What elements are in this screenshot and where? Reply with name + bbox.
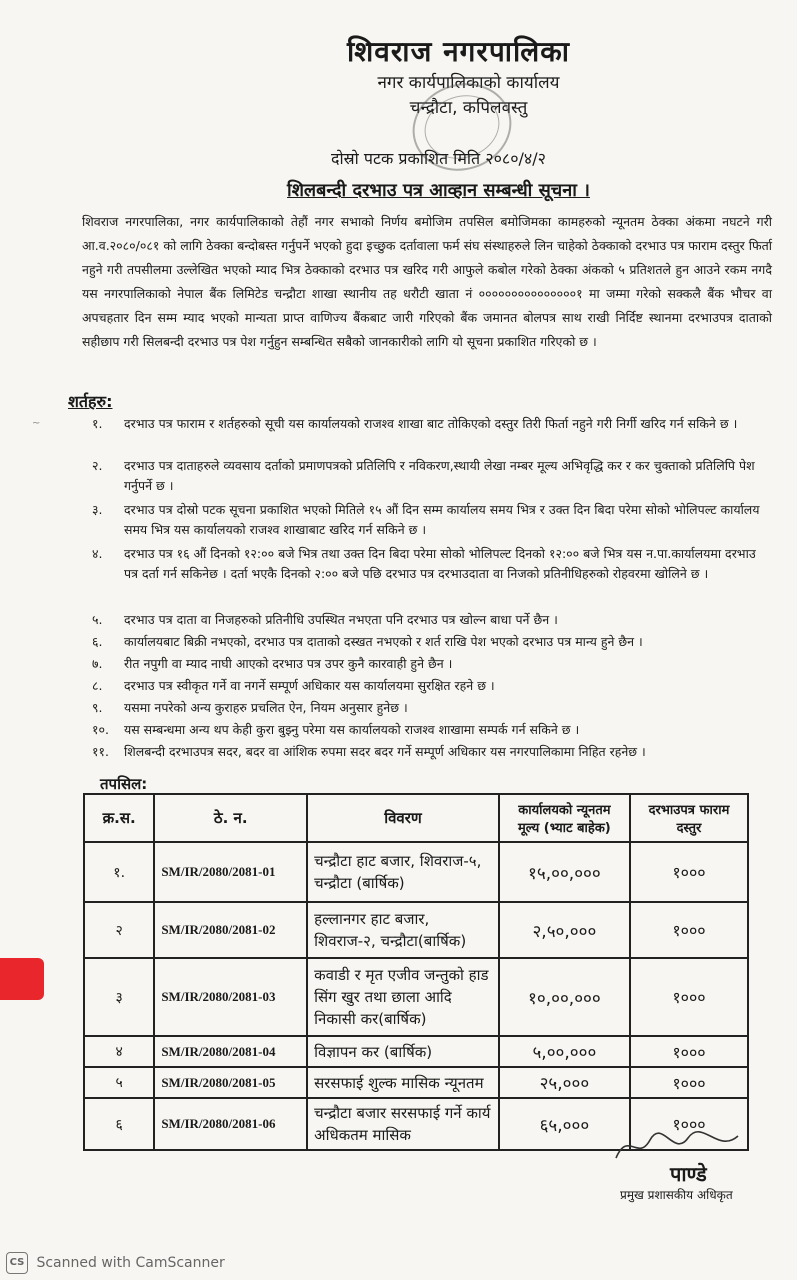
- header-contract-no: ठे. न.: [154, 794, 307, 842]
- cell-form-fee: १०००: [630, 1098, 748, 1150]
- table-row: [84, 1067, 748, 1098]
- cell-contract-no: SM/IR/2080/2081-01: [154, 842, 307, 902]
- condition-text: यसमा नपरेको अन्य कुराहरु प्रचलित ऐन, नियम अनुसार हुनेछ ।: [124, 700, 408, 715]
- cell-minimum-price: ६५,०००: [499, 1098, 630, 1150]
- condition-number: ५.: [92, 612, 103, 627]
- table-row: [84, 1036, 748, 1067]
- table-row: [84, 958, 748, 1036]
- cell-contract-no: SM/IR/2080/2081-05: [154, 1067, 307, 1098]
- cell-minimum-price: २,५०,०००: [499, 902, 630, 958]
- condition-number: १.: [92, 416, 103, 431]
- condition-text: दरभाउ पत्र स्वीकृत गर्ने वा नगर्ने सम्पूर्ण अधिकार यस कार्यालयमा सुरक्षित रहने छ ।: [124, 678, 495, 693]
- cell-minimum-price: ५,००,०००: [499, 1036, 630, 1067]
- condition-text: दरभाउ पत्र १६ औं दिनको १२:०० बजे भित्र तथा उक्त दिन बिदा परेमा सोको भोलिपल्ट दिनको १२:०० बजे भित्र यस न.पा.कार्यालयमा दरभाउ पत्र दर्ता गर्न सकिनेछ । दर्ता भएकै दिनको २:०० बजे पछि दरभाउ पत्र दरभाउदाता वा निजको प्रतिनीधिहरुको रोहवरमा खोलिने छ ।: [124, 546, 756, 581]
- header-minimum-price: कार्यालयको न्यूनतम मूल्य (भ्याट बाहेक): [499, 794, 630, 842]
- condition-number: ३.: [92, 502, 103, 517]
- office-name: नगर कार्यपालिकाको कार्यालय: [377, 73, 560, 93]
- cell-serial: १.: [84, 842, 154, 902]
- cell-form-fee: १०००: [630, 1036, 748, 1067]
- cell-serial: २: [84, 902, 154, 958]
- condition-text: कार्यालयबाट बिक्री नभएको, दरभाउ पत्र दाताको दस्खत नभएको र शर्त राखि पेश भएको दरभाउ पत्र मान्य हुने छैन ।: [124, 634, 643, 649]
- signature-block: [600, 1128, 770, 1208]
- condition-text: रीत नपुगी वा म्याद नाघी आएको दरभाउ पत्र उपर कुनै कारवाही हुने छैन ।: [124, 656, 453, 671]
- condition-item: [92, 500, 772, 540]
- municipality-title: शिवराज नगरपालिका: [347, 35, 570, 68]
- cell-serial: ६: [84, 1098, 154, 1150]
- cell-contract-no: SM/IR/2080/2081-06: [154, 1098, 307, 1150]
- condition-item: [92, 456, 772, 496]
- cell-description: कवाडी र मृत एजीव जन्तुको हाड सिंग खुर तथा छाला आदि निकासी कर(बार्षिक): [307, 958, 499, 1036]
- cell-serial: ४: [84, 1036, 154, 1067]
- condition-number: ९.: [92, 700, 103, 715]
- condition-text: दरभाउ पत्र दाताहरुले व्यवसाय दर्ताको प्रमाणपत्रको प्रतिलिपि र नविकरण,स्थायी लेखा नम्बर मूल्य अभिवृद्धि कर र कर चुक्ताको प्रतिलिपि पेश गर्नुपर्ने छ ।: [124, 458, 755, 493]
- signatory-name: पाण्डे: [670, 1162, 707, 1186]
- notice-title: शिलबन्दी दरभाउ पत्र आव्हान सम्बन्धी सूचना ।: [287, 180, 590, 201]
- condition-text: दरभाउ पत्र फाराम र शर्तहरुको सूची यस कार्यालयको राजश्व शाखा बाट तोकिएको दस्तुर तिरी फिर्ता नहुने गरी निर्गी खरिद गर्न सकिने छ ।: [124, 416, 738, 431]
- cell-form-fee: १०००: [630, 842, 748, 902]
- cell-description: हल्लानगर हाट बजार, शिवराज-२, चन्द्रौटा(बार्षिक): [307, 902, 499, 958]
- condition-number: ४.: [92, 546, 103, 561]
- office-address: चन्द्रौटा, कपिलवस्तु: [409, 98, 528, 118]
- condition-item: [92, 544, 772, 606]
- condition-text: दरभाउ पत्र दोस्रो पटक सूचना प्रकाशित भएको मितिले १५ औं दिन सम्म कार्यालय समय भित्र र उक्त दिन बिदा परेमा सोको भोलिपल्ट कार्यालय समय भित्र यस कार्यालयको राजश्व शाखाबाट खरिद गर्न सकिने छ ।: [124, 502, 760, 537]
- cell-description: सरसफाई शुल्क मासिक न्यूनतम: [307, 1067, 499, 1098]
- condition-number: ६.: [92, 634, 103, 649]
- conditions-heading: शर्तहरु:: [68, 392, 113, 411]
- margin-mark-icon: ~: [32, 418, 41, 429]
- cell-description: चन्द्रौटा बजार सरसफाई गर्ने कार्य अधिकतम मासिक: [307, 1098, 499, 1150]
- cell-description: चन्द्रौटा हाट बजार, शिवराज-५, चन्द्रौटा (बार्षिक): [307, 842, 499, 902]
- condition-number: ८.: [92, 678, 103, 693]
- header-description: विवरण: [307, 794, 499, 842]
- header-form-fee: दरभाउपत्र फाराम दस्तुर: [630, 794, 748, 842]
- condition-text: शिलबन्दी दरभाउपत्र सदर, बदर वा आंशिक रुपमा सदर बदर गर्ने सम्पूर्ण अधिकार यस नगरपालिकामा निहित रहनेछ ।: [124, 744, 646, 759]
- camscanner-logo-icon: CS: [6, 1252, 28, 1274]
- cell-serial: ५: [84, 1067, 154, 1098]
- cell-form-fee: १०००: [630, 902, 748, 958]
- signature-scribble-icon: [608, 1128, 748, 1164]
- cell-serial: ३: [84, 958, 154, 1036]
- cell-description: विज्ञापन कर (बार्षिक): [307, 1036, 499, 1067]
- intro-paragraph: शिवराज नगरपालिका, नगर कार्यपालिकाको तेहौं नगर सभाको निर्णय बमोजिम तपसिल बमोजिमका कामहरुको न्यूनतम ठेक्का अंकमा नघटने गरी आ.व.२०८०/०८१ को लागि ठेक्का बन्दोबस्त गर्नुपर्ने भएको हुदा इच्छुक दर्तावाला फर्म संघ संस्थाहरुले लिन चाहेको ठेक्काको दरभाउ पत्र फाराम दस्तुर फिर्ता नहुने गरी तपसीलमा उल्लेखित भएको म्याद भित्र ठेक्काको दरभाउ पत्र खरिद गरी आफुले कबोल गरेको ठेक्का अंकको ५ प्रतिशतले हुन आउने रकम नगदै यस नगरपालिकाको नेपाल बैंक लिमिटेड चन्द्रौटा शाखा स्थानीय तह धरौटी खाता नं ०००००००००००००००१ मा जम्मा गरेको सक्कलै बैंक भौचर वा अपचहतार दिन सम्म म्याद भएको मान्यता प्राप्त वाणिज्य बैंकबाट जारी गरिएको बैंक जमानत बोलपत्र साथ राखी निर्दिष्ट स्थानमा दरभाउपत्र दाताको सहीछाप गरी सिलबन्दी दरभाउ पत्र पेश गर्नुहुन सम्बन्धित सबैको जानकारीको लागि यो सूचना प्रकाशित गरिएको छ ।: [82, 214, 772, 349]
- cell-form-fee: १०००: [630, 1067, 748, 1098]
- schedule-label: तपसिल:: [100, 775, 148, 793]
- table-header-row: [84, 794, 748, 842]
- cell-minimum-price: १०,००,०००: [499, 958, 630, 1036]
- cell-minimum-price: १५,००,०००: [499, 842, 630, 902]
- condition-text: दरभाउ पत्र दाता वा निजहरुको प्रतिनीधि उपस्थित नभएता पनि दरभाउ पत्र खोल्न बाधा पर्ने छैन ।: [124, 612, 558, 627]
- red-marker-strip: [0, 958, 44, 1000]
- condition-number: ११.: [92, 744, 109, 759]
- cell-contract-no: SM/IR/2080/2081-02: [154, 902, 307, 958]
- table-row: [84, 902, 748, 958]
- table-row: [84, 842, 748, 902]
- header-serial: क्र.स.: [84, 794, 154, 842]
- scanner-watermark-text: Scanned with CamScanner: [36, 1255, 225, 1271]
- cell-contract-no: SM/IR/2080/2081-04: [154, 1036, 307, 1067]
- cell-contract-no: SM/IR/2080/2081-03: [154, 958, 307, 1036]
- condition-number: ७.: [92, 656, 103, 671]
- contracts-table: [83, 793, 749, 1151]
- cell-form-fee: १०००: [630, 958, 748, 1036]
- signatory-title: प्रमुख प्रशासकीय अधिकृत: [620, 1188, 733, 1202]
- condition-item: [92, 414, 772, 454]
- condition-number: १०.: [92, 722, 109, 737]
- condition-number: २.: [92, 458, 103, 473]
- cell-minimum-price: २५,०००: [499, 1067, 630, 1098]
- condition-text: यस सम्बन्धमा अन्य थप केही कुरा बुझ्नु परेमा यस कार्यालयको राजश्व शाखामा सम्पर्क गर्न सकिने छ ।: [124, 722, 580, 737]
- scanner-watermark: [6, 1252, 225, 1274]
- publication-date: दोस्रो पटक प्रकाशित मिति २०८०/४/२: [331, 149, 546, 168]
